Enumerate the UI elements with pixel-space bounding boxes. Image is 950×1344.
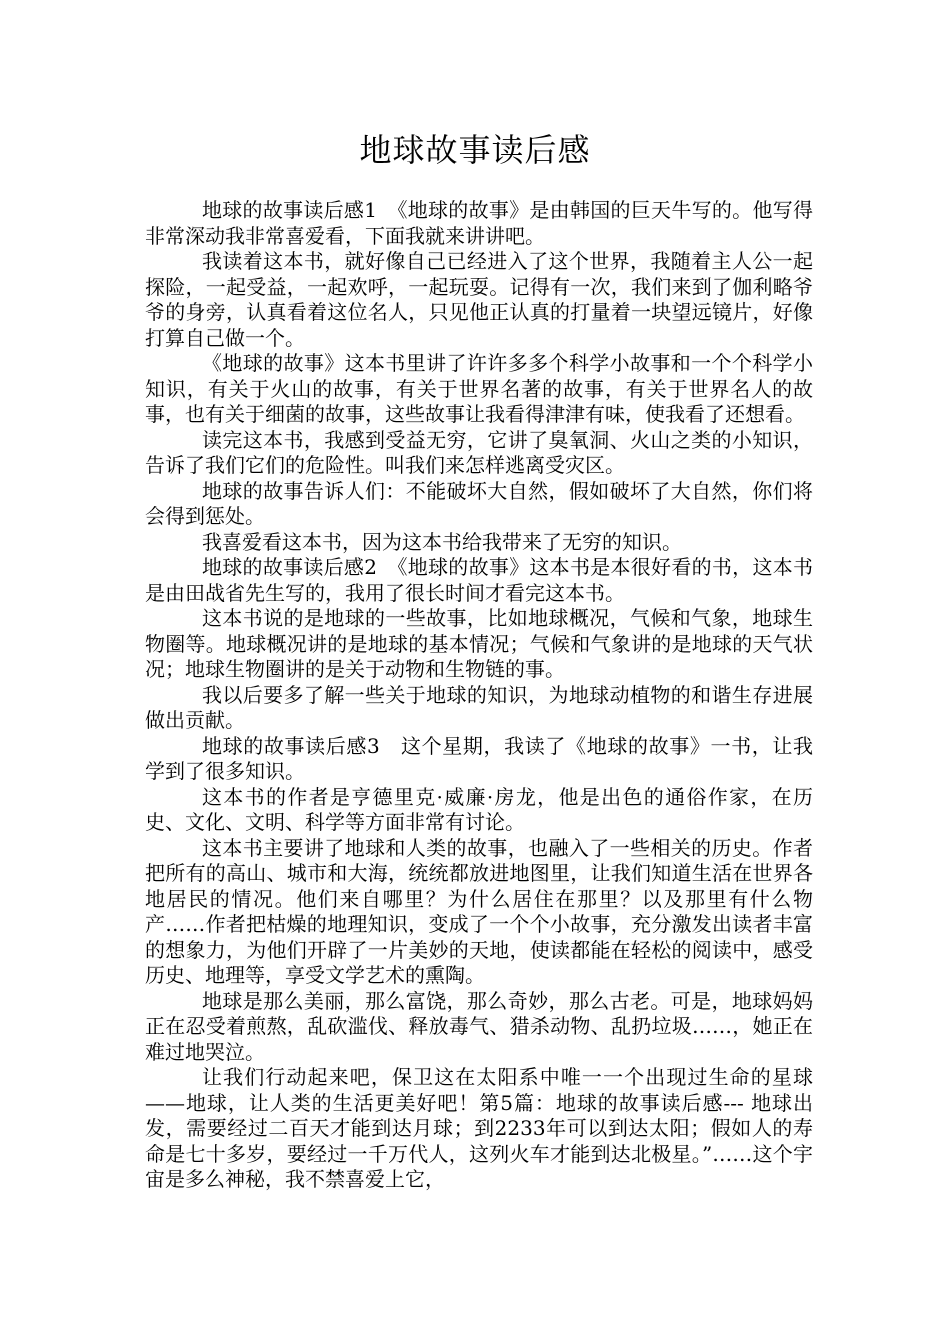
paragraph: 让我们行动起来吧，保卫这在太阳系中唯一一个出现过生命的星球——地球，让人类的生活更美好吧！第5篇：地球的故事读后感--- 地球出发，需要经过二百天才能到达月球；到2233年可以到达太阳；假如人的寿命是七十多岁，要经过一千万代人，这列火车才能到达北极星。”……这个宇宙是多么神秘，我不禁喜爱上它， <box>145 1065 813 1191</box>
document-title: 地球故事读后感 <box>359 131 591 169</box>
paragraph: 地球的故事读后感1 《地球的故事》是由韩国的巨天牛写的。他写得非常深动我非常喜爱看，下面我就来讲讲吧。 <box>145 198 813 248</box>
paragraph: 我读着这本书，就好像自己已经进入了这个世界，我随着主人公一起探险，一起受益，一起欢呼，一起玩耍。记得有一次，我们来到了伽利略爷爷的身旁，认真看着这位名人，只见他正认真的打量着一块望远镜片，好像打算自己做一个。 <box>145 249 813 350</box>
paragraph: 《地球的故事》这本书里讲了许许多多个科学小故事和一个个科学小知识，有关于火山的故事，有关于世界名著的故事，有关于世界名人的故事，也有关于细菌的故事，这些故事让我看得津津有味，使我看了还想看。 <box>145 351 813 426</box>
document-body <box>145 198 813 1193</box>
paragraph: 我喜爱看这本书，因为这本书给我带来了无穷的知识。 <box>202 529 682 554</box>
paragraph: 地球是那么美丽，那么富饶，那么奇妙，那么古老。可是，地球妈妈正在忍受着煎熬，乱砍滥伐、释放毒气、猎杀动物、乱扔垃圾……，她正在难过地哭泣。 <box>145 988 813 1064</box>
paragraph: 地球的故事读后感2 《地球的故事》这本书是本很好看的书，这本书是由田战省先生写的，我用了很长时间才看完这本书。 <box>145 555 813 605</box>
paragraph: 这本书主要讲了地球和人类的故事，也融入了一些相关的历史。作者把所有的高山、城市和大海，统统都放进地图里，让我们知道生活在世界各地居民的情况。他们来自哪里？为什么居住在那里？以及那里有什么物产……作者把枯燥的地理知识，变成了一个个小故事，充分激发出读者丰富的想象力，为他们开辟了一片美妙的天地，使读都能在轻松的阅读中，感受历史、地理等，享受文学艺术的熏陶。 <box>145 835 813 987</box>
paragraph: 地球的故事告诉人们：不能破坏大自然，假如破坏了大自然，你们将会得到惩处。 <box>145 478 813 528</box>
paragraph: 我以后要多了解一些关于地球的知识，为地球动植物的和谐生存进展做出贡献。 <box>145 682 813 732</box>
paragraph: 地球的故事读后感3 这个星期，我读了《地球的故事》一书，让我学到了很多知识。 <box>145 733 813 783</box>
paragraph: 这本书说的是地球的一些故事，比如地球概况，气候和气象，地球生物圈等。地球概况讲的是地球的基本情况；气候和气象讲的是地球的天气状况；地球生物圈讲的是关于动物和生物链的事。 <box>145 606 813 681</box>
paragraph: 这本书的作者是亨德里克·威廉·房龙，他是出色的通俗作家，在历史、文化、文明、科学等方面非常有讨论。 <box>145 784 813 834</box>
paragraph: 读完这本书，我感到受益无穷，它讲了臭氧洞、火山之类的小知识，告诉了我们它们的危险性。叫我们来怎样逃离受灾区。 <box>145 427 813 477</box>
